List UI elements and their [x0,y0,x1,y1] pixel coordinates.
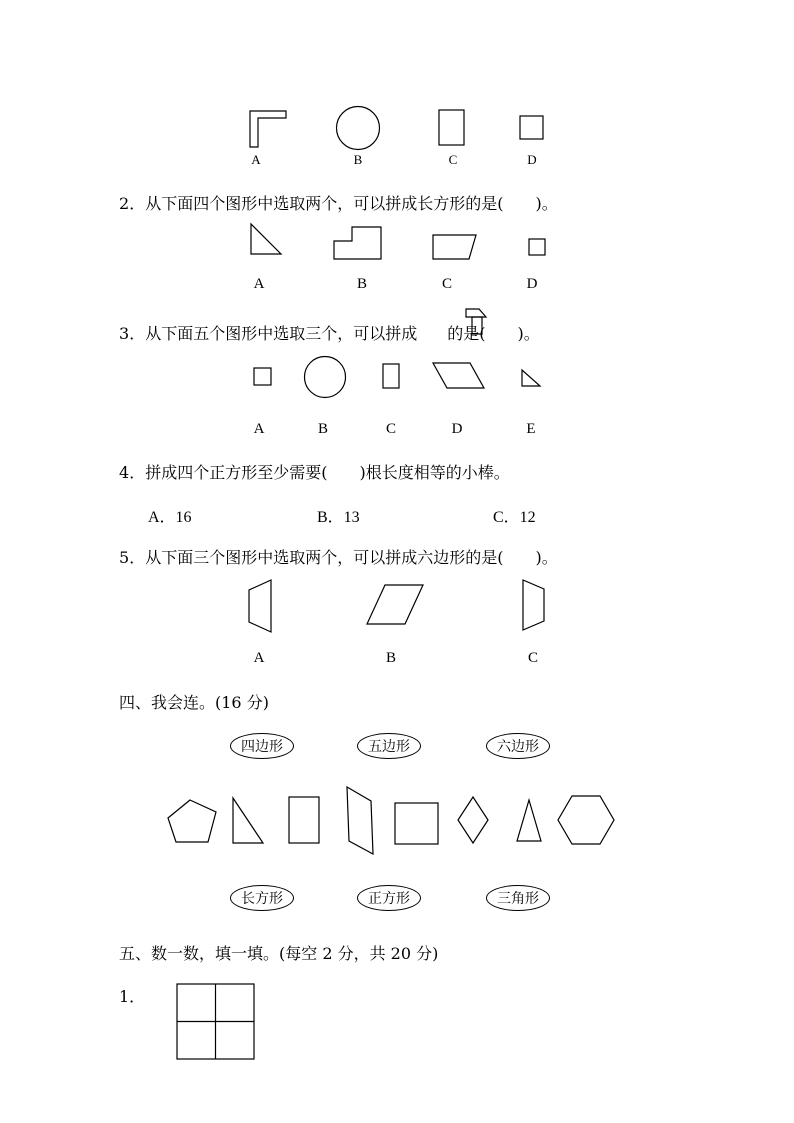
q1-label-a: A [251,152,261,167]
question-text: 拼成四个正方形至少需要( [145,463,328,482]
q3-target-house-shape [466,309,488,335]
question-number: 2 [119,194,130,213]
q2-shape-d-square [529,239,545,255]
q5-label-b: B [385,650,397,666]
q5-label-c: C [527,650,539,666]
q3-shape-d-parallelogram [433,363,484,388]
q2-shape-a-triangle [251,224,281,254]
q3-shape-e-triangle [522,370,540,386]
q4-option-a[interactable]: A．16 [148,509,192,526]
question-text: 从下面五个图形中选取三个，可以拼成 [145,324,418,343]
q3-shape-c-rectangle [383,364,399,388]
question-text-end: )。 [535,548,558,567]
match-shape-rhombus[interactable] [458,797,488,843]
q5-shape-a-trapezoid [249,580,271,632]
question-text: 从下面四个图形中选取两个，可以拼成长方形的是( [145,194,504,213]
grid-2x2-squares [177,984,254,1059]
q3-label-b: B [317,421,329,437]
q4-option-c[interactable]: C．12 [493,509,536,526]
match-shape-parallelogram[interactable] [347,787,373,854]
oval-pentagon[interactable]: 五边形 [357,733,421,759]
q1-shape-a-l-shape [250,111,286,147]
q2-label-a: A [253,276,265,292]
section-5-item-number: 1． [119,987,146,1006]
question-3: 3．从下面五个图形中选取三个，可以拼成 的是( )。 [119,324,540,343]
oval-triangle[interactable]: 三角形 [486,885,550,911]
q1-label-c: C [448,152,458,167]
q1-label-b: B [353,152,363,167]
question-text-middle: 的是( [447,324,486,343]
match-shape-isosceles-triangle[interactable] [517,800,541,841]
oval-hexagon[interactable]: 六边形 [486,733,550,759]
match-shape-rectangle[interactable] [289,797,319,843]
question-number: 4 [119,463,130,482]
q1-shape-c-rectangle [439,110,464,145]
question-text-end: )。 [517,324,540,343]
q2-shape-b-step [334,227,381,259]
oval-square[interactable]: 正方形 [357,885,421,911]
q3-label-d: D [451,421,463,437]
q3-shape-a-square [254,368,271,385]
q2-shape-c-trapezoid [433,235,476,259]
q3-label-e: E [526,421,536,437]
q3-shape-b-circle [304,356,346,398]
q5-shape-b-parallelogram [367,585,423,624]
section-4-heading: 四、我会连。(16 分) [119,693,269,712]
q3-label-c: C [385,421,397,437]
q3-label-a: A [253,421,265,437]
question-text-end: )根长度相等的小棒。 [359,463,510,482]
q2-label-d: D [526,276,538,292]
section-5-heading: 五、数一数，填一填。(每空 2 分，共 20 分) [119,944,439,963]
oval-quadrilateral[interactable]: 四边形 [230,733,294,759]
q1-shape-d-square [520,116,543,139]
match-shape-pentagon[interactable] [168,800,216,842]
question-5: 5．从下面三个图形中选取两个，可以拼成六边形的是( )。 [119,548,558,567]
match-shape-hexagon[interactable] [558,796,614,844]
match-shape-right-triangle[interactable] [233,798,263,843]
oval-rectangle[interactable]: 长方形 [230,885,294,911]
q1-shape-b-circle [336,106,380,150]
q2-label-b: B [356,276,368,292]
question-4: 4．拼成四个正方形至少需要( )根长度相等的小棒。 [119,463,510,482]
q5-shape-c-trapezoid [523,580,544,630]
match-shape-square[interactable] [395,803,438,844]
q5-label-a: A [253,650,265,666]
q4-option-b[interactable]: B．13 [317,509,360,526]
question-text: 从下面三个图形中选取两个，可以拼成六边形的是( [145,548,504,567]
question-number: 5 [119,548,130,567]
question-2: 2．从下面四个图形中选取两个，可以拼成长方形的是( )。 [119,194,558,213]
q2-label-c: C [441,276,453,292]
q1-label-d: D [527,152,537,167]
question-number: 3 [119,324,130,343]
question-text-end: )。 [535,194,558,213]
